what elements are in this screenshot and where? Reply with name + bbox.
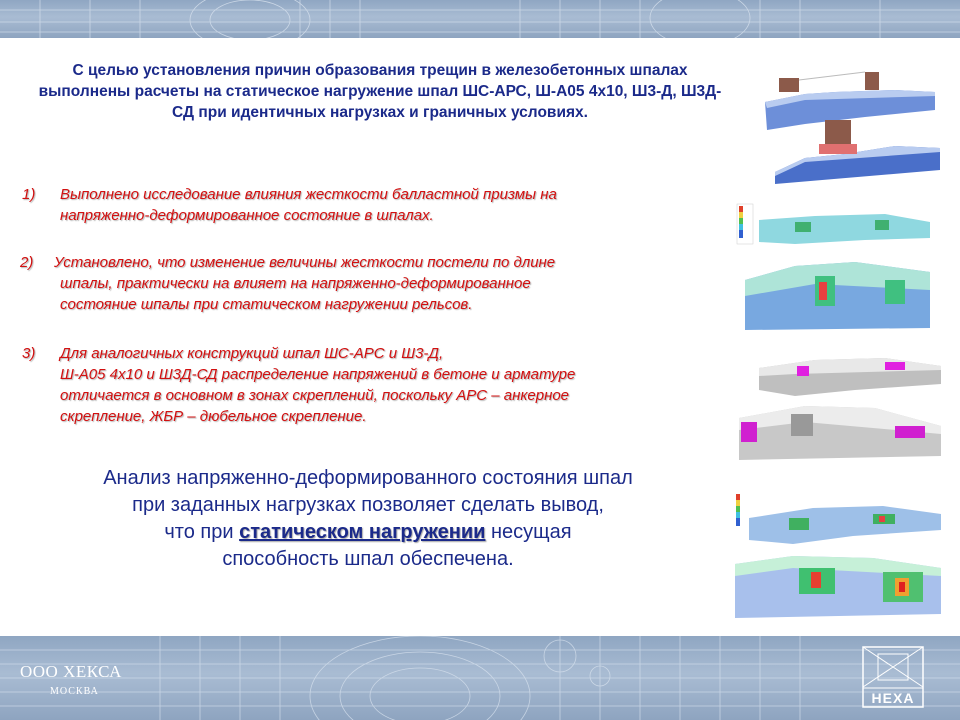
logo-text: HEXA: [871, 690, 915, 706]
finding-line: шпалы, практически на влияет на напряженно-деформированное: [60, 275, 531, 292]
header-band: [0, 0, 960, 38]
company-brand: [20, 662, 122, 697]
conclusion-line: [18, 519, 718, 546]
plastic-zones-image: [735, 338, 945, 462]
footer-band: [0, 636, 960, 720]
company-city: МОСКВА: [50, 686, 99, 697]
finding-number: 2): [20, 254, 34, 271]
conclusion: [18, 465, 718, 573]
conclusion-text: несущая: [485, 521, 572, 543]
sleeper-model-image: [745, 62, 940, 186]
conclusion-highlight: статическом нагружении: [239, 521, 486, 543]
finding-line: Ш-А05 4х10 и Ш3Д-СД распределение напряжений в бетоне и арматуре: [60, 366, 576, 383]
finding-line: скрепление, ЖБР – дюбельное скрепление.: [60, 408, 367, 425]
finding-line: состояние шпалы при статическом нагружении рельсов.: [60, 296, 473, 313]
finding-line: Для аналогичных конструкций шпал ШС-АРС и Ш3-Д,: [60, 345, 444, 362]
stress-contour-image: [735, 200, 935, 332]
finding-number: 1): [22, 186, 36, 203]
finding-line: отличается в основном в зонах скреплений, поскольку АРС – анкерное: [60, 387, 570, 404]
finding-line: Выполнено исследование влияния жесткости балластной призмы на: [60, 186, 557, 203]
company-name: ООО ХЕКСА: [20, 662, 122, 681]
conclusion-text: что при: [164, 521, 240, 543]
finding-number: 3): [22, 345, 36, 362]
finding-line: Установлено, что изменение величины жесткости постели по длине: [54, 254, 556, 271]
finding-1: [22, 184, 702, 228]
finding-2: [20, 252, 710, 318]
mesh-pattern: [0, 636, 960, 720]
finding-3: [22, 343, 712, 431]
hexa-logo: [862, 646, 924, 708]
intro-text: С целью установления причин образования трещин в железобетонных шпалах выполнены расчеты на статическое нагружение шпал ШС-АРС, Ш-А05 4х10, Ш3-Д, Ш3Д-СД при идентичных нагрузках и граничных условиях.: [38, 62, 722, 121]
conclusion-line: при заданных нагрузках позволяет сделать вывод,: [132, 494, 604, 516]
conclusion-line: способность шпал обеспечена.: [222, 548, 514, 570]
finding-line: напряженно-деформированное состояние в шпалах.: [60, 207, 434, 224]
conclusion-line: Анализ напряженно-деформированного состояния шпал: [103, 467, 633, 489]
mesh-pattern: [0, 0, 960, 38]
stress-distribution-image: [733, 484, 943, 624]
